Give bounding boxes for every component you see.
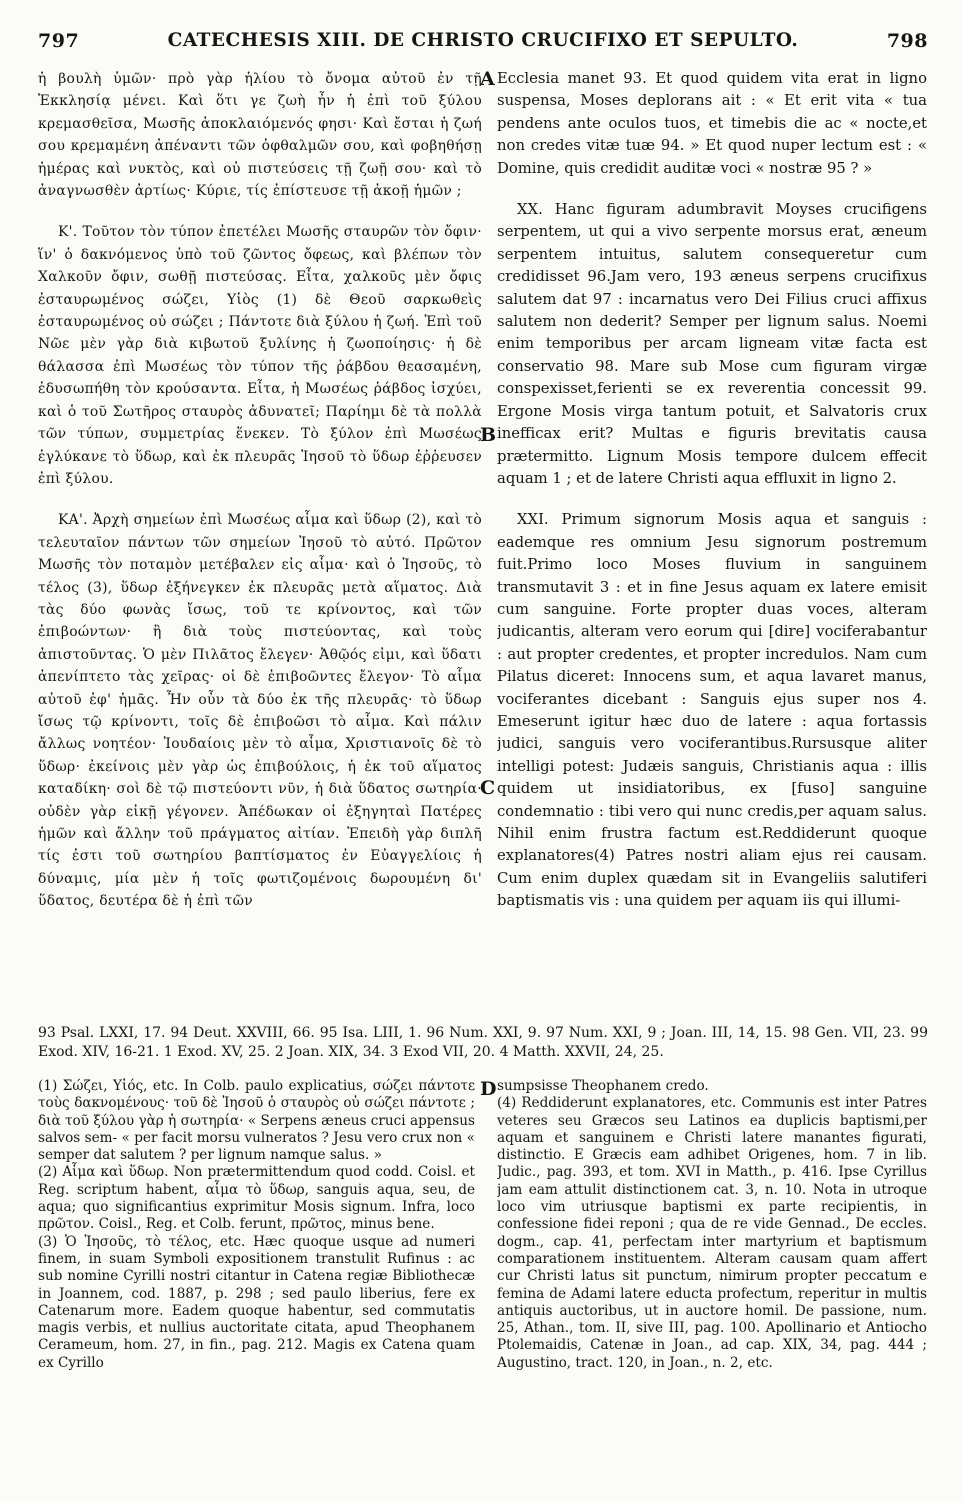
margin-marker-a: A bbox=[480, 68, 495, 90]
footnote-2: (2) Αἷμα καὶ ὕδωρ. Non prætermittendum quod codd. Coisl. et Reg. scriptum habent, αἷμα τὸ ὕδωρ, sanguis aqua, seu, de aqua; quo significantius exprimitur Mosis signum. Infra, loco πρῶτον. Coisl., Reg. et Colb. ferunt, πρῶτος, minus bene. bbox=[38, 1164, 475, 1233]
latin-column bbox=[497, 68, 927, 913]
footnote-4: (4) Reddiderunt explanatores, etc. Communis est inter Patres veteres seu Græcos seu Latinos ea duplicis baptismi,per aquam et sanguinem e Christi latere manantes figurati, distinctio. E Græcis eam adhibet Origenes, hom. 7 in lib. Judic., pag. 393, et tom. XVI in Matth., p. 416. Ipse Cyrillus jam eam attulit distinctionem cat. 3, n. 10. Nota in utroque loco vim utriusque baptismi ex parte recipientis, in confessione fidei reponi ; qua de re vide Gennad., De eccles. dogm., cap. 41, perfectam inter martyrium et baptismum comparationem instituentem. Alteram causam quam affert cur Christi latus sit punctum, nimirum propter peccatum e femina de Adami latere educta profectum, reperitur in multis antiquis auctoribus, ut in auctore homil. De passione, num. 25, Athan., tom. II, sive III, pag. 100. Apollinario et Antiocho Ptolemaidis, Catenæ in Joan., ad cap. XIX, 34, pag. 444 ; Augustino, tract. 120, in Joan., n. 2, etc. bbox=[497, 1095, 927, 1371]
greek-paragraph: ἡ βουλὴ ὑμῶν· πρὸ γὰρ ἡλίου τὸ ὄνομα αὐτοῦ ἐν τῇ Ἐκκλησίᾳ μένει. Καὶ ὅτι γε ζωὴ ἦν ἡ ἐπὶ τοῦ ξύλου κρεμασθεῖσα, Μωσῆς ἀποκλαιόμενός φησι· Καὶ ἔσται ἡ ζωή σου κρεμαμένη ἀπέναντι τῶν ὀφθαλμῶν σου, καὶ φοβηθήσῃ ἡμέρας καὶ νυκτὸς, καὶ οὐ πιστεύσεις τῇ ζωῇ σου· καὶ τὸ ἀναγνωσθὲν ἀρτίως· Κύριε, τίς ἐπίστευσε τῇ ἀκοῇ ἡμῶν ; bbox=[38, 71, 482, 200]
running-header bbox=[38, 30, 928, 66]
margin-marker-d: D bbox=[480, 1078, 497, 1100]
scripture-references: 93 Psal. LXXI, 17. 94 Deut. XXVIII, 66. 95 Isa. LIII, 1. 96 Num. XXI, 9. 97 Num. XXI, 9 ; Joan. III, 14, 15. 98 Gen. VII, 23. 99 Exod. XIV, 16-21. 1 Exod. XV, 25. 2 Joan. XIX, 34. 3 Exod VII, 20. 4 Matth. XXVII, 24, 25. bbox=[38, 1025, 928, 1060]
footnotes-left bbox=[38, 1078, 475, 1372]
latin-section-xxi: XXI. Primum signorum Mosis aqua et sanguis : eademque res omnium Jesu signorum postremum fuit.Primo loco Moses fluvium in sanguinem transmutavit 3 : et in fine Jesus aquam ex latere emisit cum sanguine. Forte propter duas voces, alteram judicantis, alteram vero eorum qui [dire] vociferabantur : aut propter credentes, et propter incredulos. Nam cum Pilatus diceret: Innocens sum, et aqua lavaret manus, vociferantes dicebant : Sanguis ejus super nos 4. Emeserunt igitur hæc duo de latere : aqua fortassis judici, sanguis vero vociferantibus.Rursusque aliter intelligi potest: Judæis sanguis, Christianis aqua : illis quidem ut insidiatoribus, ex [fuso] sanguine condemnatio : tibi vero qui nunc credis,per aquam salus. Nihil enim frustra factum est.Reddiderunt quoque explanatores(4) Patres nostri aliam ejus rei causam. Cum enim duplex quædam sit in Evangeliis salutiferi baptismatis vis : una quidem per aquam iis qui illumi- bbox=[497, 511, 927, 910]
margin-marker-c: C bbox=[480, 777, 496, 799]
page-number-right: 798 bbox=[886, 30, 928, 52]
margin-marker-b: B bbox=[480, 424, 497, 446]
footnotes-right bbox=[497, 1078, 927, 1372]
footnote-3-continued: sumpsisse Theophanem credo. bbox=[497, 1078, 709, 1094]
page-title: CATECHESIS XIII. DE CHRISTO CRUCIFIXO ET SEPULTO. bbox=[167, 30, 799, 51]
greek-section-xx: Κ'. Τοῦτον τὸν τύπον ἐπετέλει Μωσῆς σταυρῶν τὸν ὄφιν· ἵν' ὁ δακνόμενος ὑπὸ τοῦ ζῶντος ὄφεως, καὶ βλέπων τὸν Χαλκοῦν ὄφιν, σωθῇ πιστεύσας. Εἶτα, χαλκοῦς μὲν ὄφις ἐσταυρωμένος σώζει, Υἱὸς (1) δὲ Θεοῦ σαρκωθεὶς ἐσταυρωμένος οὐ σώζει ; Πάντοτε διὰ ξύλου ἡ ζωή. Ἐπὶ τοῦ Νῶε μὲν γὰρ διὰ κιβωτοῦ ξυλίνης ἡ ζωοποίησις· ἡ δὲ θάλασσα ἐπὶ Μωσέως τὸν τύπον τῆς ῥάβδου θεασαμένη, ἐδυσωπήθη τὸν κρούσαντα. Εἶτα, ἡ Μωσέως ῥάβδος ἰσχύει, καὶ ὁ τοῦ Σωτῆρος σταυρὸς ἀδυνατεῖ; Παρίημι δὲ τὰ πολλὰ τῶν τύπων, συμμετρίας ἕνεκεν. Τὸ ξύλον ἐπὶ Μωσέως ἐγλύκανε τὸ ὕδωρ, καὶ ἐκ πλευρᾶς Ἰησοῦ τὸ ὕδωρ ἐῤῥευσεν ἐπὶ ξύλου. bbox=[38, 224, 482, 487]
greek-section-xxi: ΚΑ'. Ἀρχὴ σημείων ἐπὶ Μωσέως αἷμα καὶ ὕδωρ (2), καὶ τὸ τελευταῖον πάντων τῶν σημείων Ἰησοῦ τὸ αὐτό. Πρῶτον Μωσῆς τὸν ποταμὸν μετέβαλεν εἰς αἷμα· καὶ ὁ Ἰησοῦς, τὸ τέλος (3), ὕδωρ ἐξήνεγκεν ἐκ πλευρᾶς μετὰ αἵματος. Διὰ τὰς δύο φωνὰς ἴσως, τοῦ τε κρίνοντος, καὶ τῶν ἐπιβοώντων· ἢ διὰ τοὺς πιστεύοντας, καὶ τοὺς ἀπιστοῦντας. Ὁ μὲν Πιλᾶτος ἔλεγεν· Ἀθῷός εἰμι, καὶ ὕδατι ἀπενίπτετο τὰς χεῖρας· οἱ δὲ ἐπιβοῶντες ἔλεγον· Τὸ αἷμα αὐτοῦ ἐφ' ἡμᾶς. Ἦν οὖν τὰ δύο ἐκ τῆς πλευρᾶς· τὸ ὕδωρ ἴσως τῷ κρίνοντι, τοῖς δὲ ἐπιβοῶσι τὸ αἷμα. Καὶ πάλιν ἄλλως νοητέον· Ἰουδαίοις μὲν τὸ αἷμα, Χριστιανοῖς δὲ τὸ ὕδωρ· ἐκείνοις μὲν γὰρ ὡς ἐπιβούλοις, ἡ ἐκ τοῦ αἵματος καταδίκη· σοὶ δὲ τῷ πιστεύοντι νῦν, ἡ διὰ ὕδατος σωτηρία· οὐδὲν γὰρ εἰκῇ γέγονεν. Ἀπέδωκαν οἱ ἐξηγηταὶ Πατέρες ἡμῶν καὶ ἄλλην τοῦ πράγματος αἰτίαν. Ἐπειδὴ γὰρ διπλῆ τίς ἐστι τοῦ σωτηρίου βαπτίσματος ἐν Εὐαγγελίοις ἡ δύναμις, μία μὲν ἡ τοῖς φωτιζομένοις δωρουμένη δι' ὕδατος, δευτέρα δὲ ἡ ἐπὶ τῶν bbox=[38, 512, 482, 910]
greek-column bbox=[38, 68, 482, 913]
page-number-left: 797 bbox=[38, 30, 80, 52]
latin-section-xx: XX. Hanc figuram adumbravit Moyses crucifigens serpentem, ut qui a vivo serpente morsus erat, æneum serpentem intuitus, salutem consequeretur cum credidisset 96.Jam vero, 193 æneus serpens crucifixus salutem dat 97 : incarnatus vero Dei Filius cruci affixus salutem non dederit? Semper per lignum salus. Noemi enim temporibus per arcam ligneam vitæ facta est conservatio 98. Mare sub Mose cum figuram virgæ conspexisset,ferienti se ex reverentia concessit 99. Ergone Mosis virga tantum potuit, et Salvatoris crux inefficax erit? Multas e figuris brevitatis causa prætermitto. Lignum Mosis tempore dulcem effecit aquam 1 ; et de latere Christi aqua effluxit in ligno 2. bbox=[497, 201, 927, 487]
footnote-3: (3) Ὁ Ἰησοῦς, τὸ τέλος, etc. Hæc quoque usque ad numeri finem, in suam Symboli expositionem transtulit Rufinus : ac sub nomine Cyrilli nostri citantur in Catena regiæ Bibliothecæ in Joannem, cod. 1887, p. 298 ; sed paulo liberius, fere ex Catenarum more. Eadem quoque habentur, sed commutatis magis verbis, et nullius auctoritate citata, apud Theophanem Cerameum, hom. 27, in fin., pag. 212. Magis ex Catena quam ex Cyrillo bbox=[38, 1233, 475, 1371]
latin-paragraph: Ecclesia manet 93. Et quod quidem vita erat in ligno suspensa, Moses deplorans ait : « Et erit vita « tua pendens ante oculos tuos, et timebis die ac « nocte,et non credes vitæ tuæ 94. » Et quod nuper lectum est : « Domine, quis credidit auditæ voci « nostræ 95 ? » bbox=[497, 70, 927, 177]
footnote-1: (1) Σώζει, Υἱός, etc. In Colb. paulo explicatius, σώζει πάντοτε τοὺς δακνομένους· τοῦ δὲ Ἰησοῦ ὁ σταυρὸς οὐ σώζει πάντοτε ; διὰ τοῦ ξύλου γὰρ ἡ σωτηρία· « Serpens æneus cruci appensus salvos sem- « per facit morsu vulneratos ? Jesu vero crux non « semper dat salutem ? per lignum namque salus. » bbox=[38, 1078, 475, 1164]
